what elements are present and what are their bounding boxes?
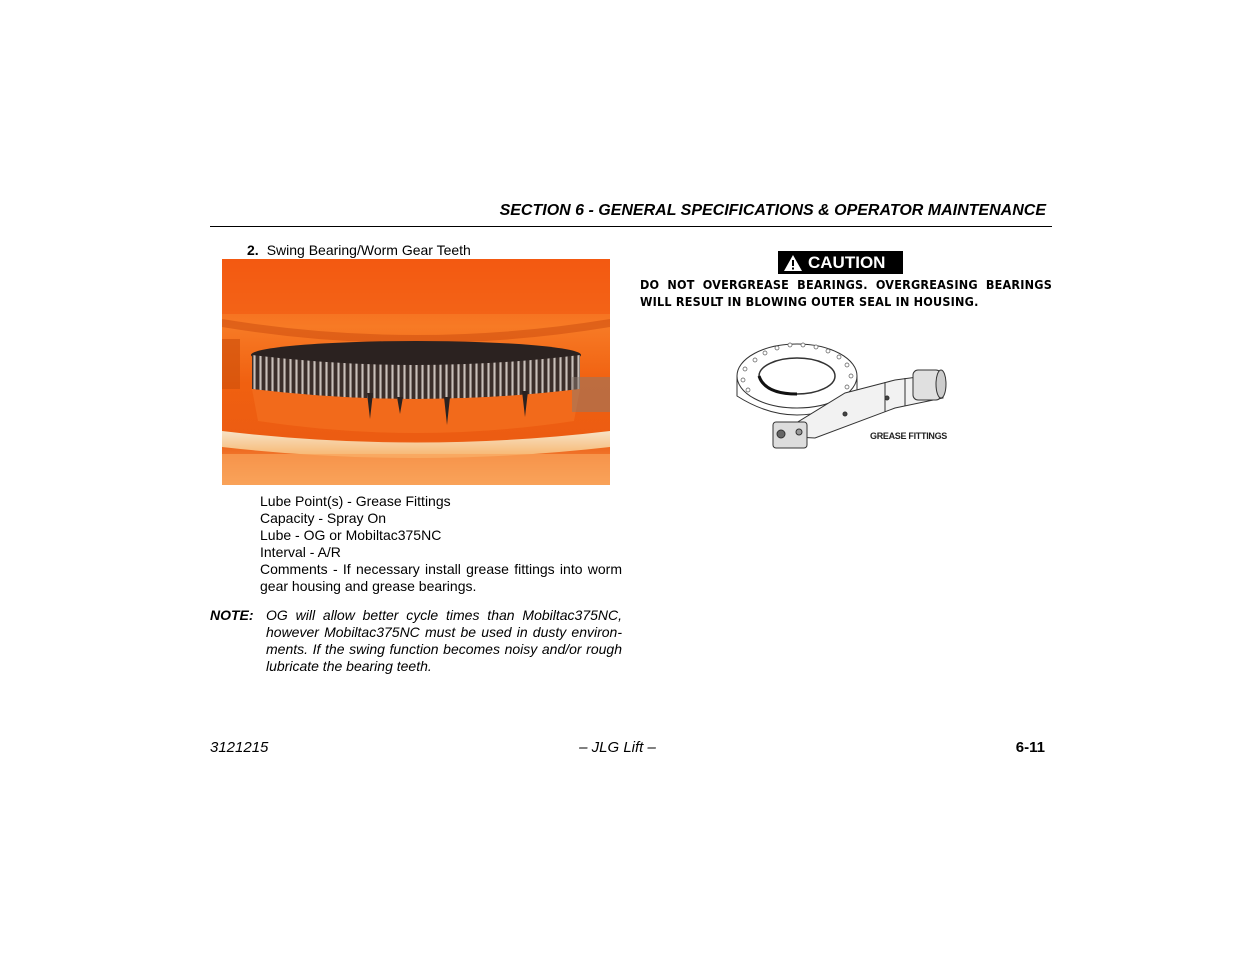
caution-text: DO NOT OVERGREASE BEARINGS. OVERGREASING BEARINGS WILL RESULT IN BLOWING OUTER SEAL IN HOUSING.: [640, 277, 1052, 309]
note-label: NOTE:: [210, 607, 254, 623]
section-header: SECTION 6 - GENERAL SPECIFICATIONS & OPERATOR MAINTENANCE: [499, 202, 1046, 219]
swing-bearing-photo: [222, 259, 610, 485]
comments-paragraph: Comments - If necessary install grease fittings into worm gear housing and grease bearings.: [260, 561, 622, 594]
step-number: 2.: [247, 242, 259, 258]
grease-fittings-label: GREASE FITTINGS: [870, 431, 948, 441]
caution-banner: [778, 251, 903, 274]
capacity-line: Capacity - Spray On: [260, 510, 387, 526]
caution-label: CAUTION: [808, 252, 886, 272]
lube-line: Lube - OG or Mobiltac375NC: [260, 527, 442, 543]
footer-brand: – JLG Lift –: [579, 739, 656, 756]
step-title-text: Swing Bearing/Worm Gear Teeth: [266, 242, 471, 258]
interval-line: Interval - A/R: [260, 544, 341, 560]
page-number: 6-11: [1015, 739, 1045, 756]
warning-triangle-icon: [783, 254, 803, 272]
note-text: OG will allow better cycle times than Mobiltac375NC, however Mobiltac375NC must be used in dusty environ- ments. If the swing function becomes noisy and/or rough lubricate the bearing teeth.: [266, 607, 622, 674]
header-rule: [210, 226, 1052, 227]
doc-number: 3121215: [210, 739, 269, 756]
lube-points-line: Lube Point(s) - Grease Fittings: [260, 493, 451, 509]
step-title: [247, 242, 471, 258]
